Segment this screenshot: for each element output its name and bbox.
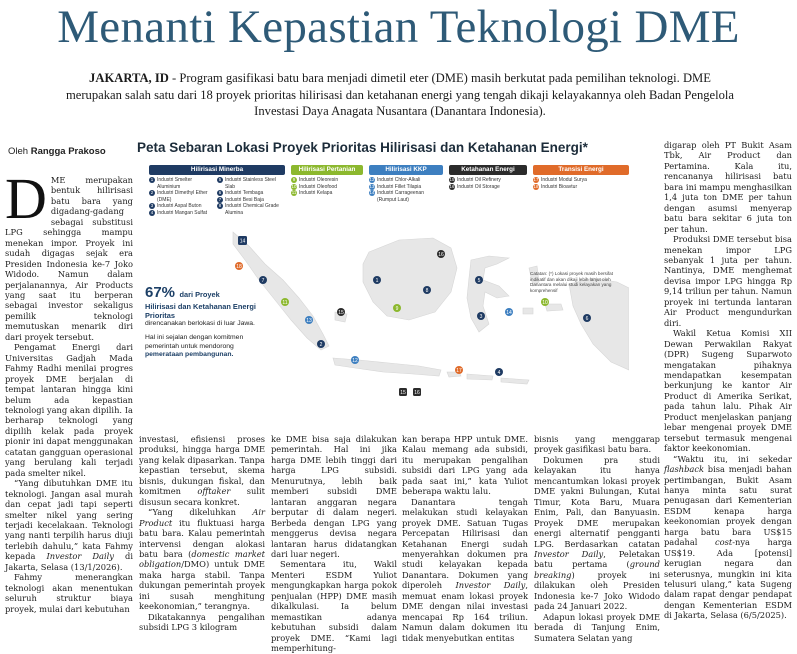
- legend-number-badge: 6: [218, 190, 222, 196]
- legend-item-label: Industri Chemical Grade Alumina: [225, 203, 279, 216]
- legend-group-kkp: [369, 165, 443, 227]
- legend-item-label: Industri Chlor-Alkali: [377, 177, 421, 183]
- svg-text:14: 14: [506, 310, 512, 316]
- legend-number-badge: 15: [449, 177, 455, 182]
- svg-text:10: 10: [542, 300, 548, 306]
- legend-item: [369, 190, 443, 203]
- legend-item-label: Industri Carrageenan (Rumput Laut): [377, 190, 424, 203]
- legend-item: [449, 184, 527, 191]
- legend-group-title: Ketahanan Energi: [449, 165, 527, 175]
- stat-percent-suffix: dari Proyek: [179, 290, 220, 299]
- legend-group-energi: [449, 165, 527, 227]
- col6-p4: “Waktu itu, ini sekedar flashback bisa menjadi bahan pertimbangan, Bukit Asam hanya minta satu surat penugasan dari Kementerian ESDM kenapa harga keekonomian proyek dengan harga batu bara US$15 padahal cost-nya harga US$19. Ada [potensi] kerugian negara dan seterusnya, mungkin ini kita telusuri ulang,” kata Sugeng dalam rapat dengar pendapat dengan Kementerian ESDM di Jakarta, Selasa (6/5/2025).: [664, 453, 792, 621]
- col5-p2: Dokumen pra studi kelayakan itu hanya mencantumkan lokasi proyek DME yakni Bulungan, Kutai Timur, Kota Baru, Muara Enim, Pali, dan Banyuasin. Proyek DME merupakan energi alternatif pengganti LPG. Berdasarkan catatan Investor Daily, Peletakan batu pertama (ground breaking) proyek ini dilakukan oleh Presiden Indonesia ke-7 Joko Widodo pada 24 Januari 2022.: [534, 454, 660, 612]
- stat-box: [145, 284, 275, 360]
- svg-text:16: 16: [414, 390, 420, 396]
- svg-text:9: 9: [395, 306, 399, 312]
- col1-p1: ME merupakan bentuk hilirisasi batu bara yang digadang-gadang sebagai substitusi LPG sehingga mampu menekan impor. Proyek ini sudah digagas sejak era Presiden Indonesia ke-7 Joko Widodo. Namun dalam perjalanannya, Air Products yang saat itu berperan sebagai investor sekaligus pemilik teknologi memutuskan menarik diri dari proyek tersebut.: [5, 175, 133, 342]
- col5-p1: bisnis yang menggarap proyek gasifikasi batu bara.: [534, 434, 660, 455]
- legend-item: [149, 177, 213, 190]
- legend-item-label: Industri Bioavtur: [541, 183, 578, 190]
- legend-item-label: Industri Dimethyl Ether (DME): [157, 190, 208, 203]
- col4-p1: kan berapa HPP untuk DME. Kalau memang ada subsidi, itu merupakan pengalihan subsidi dari LPG yang ada pada saat ini,” kata Yuliot beberapa waktu lalu.: [402, 434, 528, 497]
- col1-p4: Fahmy menerangkan teknologi akan menentukan seluruh struktur biaya proyek, mulai dari kebutuhan: [5, 572, 133, 614]
- dateline: JAKARTA, ID: [89, 71, 169, 85]
- svg-text:14: 14: [239, 238, 246, 245]
- lead-paragraph: [60, 70, 740, 120]
- legend-number-badge: 1: [150, 177, 154, 182]
- legend: [149, 165, 629, 227]
- legend-group-title: Transisi Energi: [533, 165, 629, 175]
- legend-group-transisi: [533, 165, 629, 227]
- svg-text:2: 2: [319, 342, 323, 348]
- col2-p1: investasi, efisiensi proses produksi, hingga harga DME yang kelak dipasarkan. Tanpa kepastian tersebut, skema bisnis, dukungan fiskal, dan komitmen offtaker sulit disusun secara konkret.: [139, 434, 265, 507]
- legend-item-label: Industri Smelter Aluminium: [157, 177, 193, 190]
- col6-p2: Produksi DME tersebut bisa menekan impor LPG sebanyak 1 juta per tahun. Nantinya, DME menghemat devisa impor LPG hingga Rp 9,14 triliun per tahun. Namun proyek ini tertunda lantaran Air Product mengundurkan diri.: [664, 234, 792, 328]
- col6-p1: digarap oleh PT Bukit Asam Tbk, Air Product dan Pertamina. Kala itu, rencananya hilirisasi batu bara ini mampu menghasilkan 1,4 juta ton DME per tahun dengan asumsi menyerap batu bara sekitar 6 juta ton per tahun.: [664, 140, 792, 234]
- legend-number-badge: 3: [150, 203, 154, 209]
- legend-number-badge: 9: [292, 177, 296, 182]
- svg-text:17: 17: [456, 368, 462, 374]
- article-column-3: [271, 434, 397, 654]
- svg-text:7: 7: [261, 278, 265, 284]
- legend-item: [533, 177, 629, 184]
- svg-text:4: 4: [497, 370, 501, 376]
- legend-item-label: Industri Oil Storage: [457, 183, 500, 190]
- legend-group-title: Hilirisasi Pertanian: [291, 165, 363, 175]
- article-column-1: [5, 166, 133, 614]
- svg-text:16: 16: [438, 252, 444, 258]
- legend-group-title: Hilirisasi Minerba: [149, 165, 285, 175]
- article-column-4: [402, 434, 528, 643]
- map-sulawesi: [467, 256, 509, 332]
- legend-item: [217, 197, 285, 204]
- legend-item-label: Industri Tembaga: [225, 190, 264, 197]
- legend-item: [369, 177, 443, 184]
- legend-group-pertanian: [291, 165, 363, 227]
- legend-number-badge: 14: [369, 190, 375, 196]
- legend-number-badge: 4: [150, 209, 154, 215]
- stat-percent: 67%: [145, 284, 176, 301]
- legend-number-badge: 17: [533, 177, 539, 182]
- legend-item-label: Industri Oleoresin: [299, 177, 339, 183]
- stat-line4: pemerataan pembangunan.: [145, 351, 234, 359]
- article-column-6: [664, 140, 792, 621]
- legend-number-badge: 2: [150, 190, 154, 196]
- legend-item: [533, 184, 629, 191]
- legend-item: [449, 177, 527, 184]
- legend-item: [291, 190, 363, 197]
- svg-text:18: 18: [236, 264, 242, 270]
- byline-author: Rangga Prakoso: [30, 146, 106, 157]
- svg-text:11: 11: [282, 300, 288, 306]
- map-java: [333, 358, 441, 376]
- stat-line3: Hal ini sejalan dengan komitmen pemerintah untuk mendorong: [145, 334, 244, 350]
- svg-text:3: 3: [479, 314, 483, 320]
- legend-item-label: Industri Oleofood: [299, 183, 338, 190]
- col5-p3: Adapun lokasi proyek DME berada di Tanjung Enim, Sumatera Selatan yang: [534, 611, 660, 643]
- legend-item: [149, 190, 213, 203]
- svg-text:5: 5: [477, 278, 481, 284]
- article-column-5: [534, 434, 660, 643]
- legend-item: [291, 184, 363, 191]
- svg-text:1: 1: [375, 278, 379, 284]
- legend-item-label: Industri Modul Surya: [541, 177, 587, 183]
- legend-item-label: Industri Kelapa: [299, 190, 333, 197]
- col1-p3: “Yang dibutuhkan DME itu teknologi. Jangan asal murah dan cepat jadi tapi seperti smelter nikel yang sering terjadi kecelakaan. Teknologi yang nanti terpilih harus diuji terlebih dahulu,” kata Fahmy kepada Investor Daily di Jakarta, Selasa (13/1/2026).: [5, 478, 133, 572]
- legend-group-minerba: [149, 165, 285, 227]
- legend-item: [149, 203, 213, 210]
- legend-number-badge: 7: [218, 196, 222, 202]
- legend-number-badge: 12: [369, 177, 375, 182]
- legend-item: [291, 177, 363, 184]
- svg-text:15: 15: [338, 310, 344, 316]
- legend-item-label: Industri Stainless Steel Slab: [225, 177, 276, 190]
- col6-p3: Wakil Ketua Komisi XII Dewan Perwakilan Rakyat (DPR) Sugeng Suparwoto mengatakan pihaknya mendapatkan kesempatan berkunjung ke kantor Air Product di Amerika Serikat, pada tahun lalu. Pihak Air Product menjelaskan panjang lebar mengenai proyek DME tersebut termasuk mengenai faktor keekonomian.: [664, 328, 792, 454]
- legend-number-badge: 18: [533, 183, 539, 189]
- svg-text:12: 12: [352, 358, 358, 364]
- article-column-2: [139, 434, 265, 633]
- legend-item: [149, 210, 213, 217]
- legend-item-label: Industri Fillet Tilapia: [377, 183, 422, 190]
- col2-p3: Dikatakannya pengalihan subsidi LPG 3 kilogram: [139, 611, 265, 633]
- byline-prefix: Oleh: [8, 146, 29, 157]
- legend-item-label: Industri Besi Baja: [225, 196, 264, 203]
- legend-number-badge: 13: [369, 183, 375, 189]
- svg-text:8: 8: [425, 288, 429, 294]
- infographic-title: Peta Sebaran Lokasi Proyek Prioritas Hilirisasi dan Ketahanan Energi*: [137, 140, 588, 155]
- stat-line1: Hilirisasi dan Ketahanan Energi Prioritas: [145, 302, 256, 320]
- infographic-note: Catatan: (*) Lokasi proyek masih bersifat indikatif dan akan dikaji lebih lanjut oleh Danantara melalui studi kelayakan yang komprehensif: [530, 271, 613, 294]
- legend-item: [217, 177, 285, 190]
- legend-number-badge: 10: [291, 183, 297, 189]
- svg-text:6: 6: [585, 316, 589, 322]
- legend-number-badge: 16: [449, 183, 455, 189]
- legend-item: [217, 190, 285, 197]
- legend-group-title: Hilirisasi KKP: [369, 165, 443, 175]
- legend-item-label: Industri Aspal Buton: [157, 203, 202, 210]
- col3-p2: Sementara itu, Wakil Menteri ESDM Yuliot mengungkapkan harga pokok penjualan (HPP) DME masih dikalkulasi. Ia belum memastikan adanya kebutuhan subsidi dalam proyek DME. “Kami lagi memperhitung-: [271, 559, 397, 654]
- col4-p2: Danantara tengah melakukan studi kelayakan proyek DME. Satuan Tugas Percepatan Hilirisasi dan Ketahanan Energi sudah menyerahkan dokumen pra studi kelayakan kepada Danantara. Dokumen yang diperoleh Investor Daily, memuat enam lokasi proyek DME dengan nilai investasi mencapai Rp 164 triliun. Namun dalam dokumen itu tidak menyebutkan entitas: [402, 496, 528, 643]
- stat-line2: direncanakan berlokasi di luar Jawa.: [145, 320, 255, 327]
- col2-p2: “Yang dikeluhkan Air Product itu fluktuasi harga batu bara. Kalau pemerintah intervensi dengan alokasi batu bara (domestic market obligation/DMO) untuk DME maka harga stabil. Tanpa dukungan pemerintah proyek ini susah menghitung keekonomian,” terangnya.: [139, 507, 265, 612]
- drop-cap: D: [5, 166, 47, 231]
- legend-item-label: Industri Oil Refinery: [457, 177, 501, 183]
- legend-number-badge: 8: [218, 203, 222, 209]
- svg-text:15: 15: [400, 390, 406, 396]
- lead-text: - Program gasifikasi batu bara menjadi dimetil eter (DME) masih berkutat pada pemilihan teknologi. DME merupakan salah satu dari 18 proyek prioritas hilirisasi dan ketahanan energi yang tengah dikaji kelayakannya oleh Badan Pengelola Investasi Daya Anagata Nusantara (Danantara Indonesia).: [65, 71, 735, 118]
- legend-item: [217, 203, 285, 216]
- legend-number-badge: 11: [291, 190, 297, 196]
- col3-p1: ke DME bisa saja dilakukan pemerintah. Hal ini jika harga DME lebih tinggi dari harga LPG subsidi. Menurutnya, lebih baik memberi subsidi DME lantaran anggaran negara berputar di dalam negeri. Berbeda dengan LPG yang menggerus devisa negara lantaran harus didatangkan dari luar negeri.: [271, 434, 397, 559]
- headline: Menanti Kepastian Teknologi DME: [57, 1, 740, 53]
- svg-text:13: 13: [306, 318, 312, 324]
- legend-item: [369, 184, 443, 191]
- col1-p2: Pengamat Energi dari Universitas Gadjah Mada Fahmy Radhi menilai progres proyek DME berjalan di tempat lantaran hingga kini belum ada kepastian teknologi yang akan dipilih. Ia berharap teknologi yang dipilih kelak pada proyek pionir ini dapat menggunakan catatan gangguan operasional yang berulang kali terjadi pada smelter nikel.: [5, 342, 133, 478]
- infographic: [137, 138, 629, 431]
- legend-item-label: Industri Mangan Sulfat: [157, 209, 208, 216]
- legend-number-badge: 5: [218, 177, 222, 182]
- byline: [8, 146, 106, 157]
